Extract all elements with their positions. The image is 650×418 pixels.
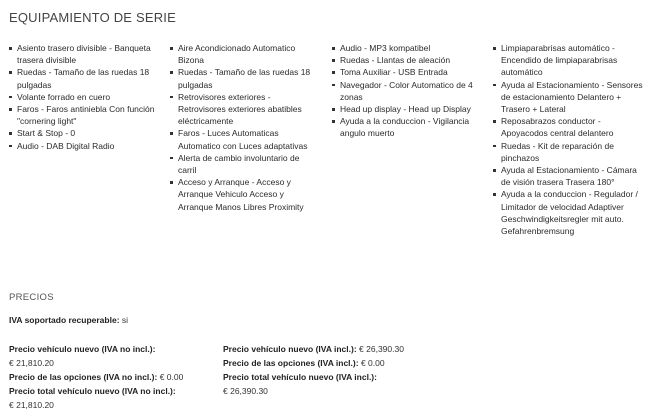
total-price-value: € 21,810.20 — [9, 400, 54, 410]
equipment-column-3 — [332, 42, 482, 140]
total-gross-price-label: Precio total vehículo nuevo (IVA incl.): — [223, 372, 377, 382]
equipment-item: Start & Stop - 0 — [9, 127, 161, 139]
equipment-column-1 — [9, 42, 161, 152]
options-price-label: Precio de las opciones (IVA no incl.): — [9, 372, 158, 382]
equipment-item: Audio - DAB Digital Radio — [9, 140, 161, 152]
prices-with-vat — [223, 342, 523, 398]
equipment-section-title: EQUIPAMIENTO DE SERIE — [9, 10, 176, 25]
equipment-item: Aire Acondicionado Automatico Bizona — [170, 42, 320, 66]
equipment-item: Retrovisores exteriores - Retrovisores exteriores abatibles eléctricamente — [170, 91, 320, 128]
equipment-item: Ruedas - Tamaño de las ruedas 18 pulgadas — [9, 66, 161, 90]
iva-recoverable-row — [9, 315, 128, 325]
equipment-item: Reposabrazos conductor - Apoyacodos central delantero — [493, 115, 643, 139]
gross-price-row — [223, 342, 523, 356]
equipment-item: Ayuda a la conduccion - Vigilancia angulo muerto — [332, 115, 482, 139]
equipment-item: Ayuda a la conduccion - Regulador / Limitador de velocidad Adaptiver Geschwindigkeitsregler mit auto. Gefahrenbremsung — [493, 188, 643, 237]
net-price-label: Precio vehículo nuevo (IVA no incl.): — [9, 344, 156, 354]
net-price-value: € 21,810.20 — [9, 358, 54, 368]
total-price-row — [9, 384, 209, 412]
equipment-item: Ruedas - Kit de reparación de pinchazos — [493, 140, 643, 164]
equipment-item: Ruedas - Tamaño de las ruedas 18 pulgadas — [170, 66, 320, 90]
net-price-row — [9, 342, 209, 370]
iva-recoverable-value: si — [121, 315, 129, 325]
total-gross-price-row — [223, 370, 523, 398]
equipment-item: Toma Auxiliar - USB Entrada — [332, 66, 482, 78]
equipment-item: Limpiaparabrisas automático - Encendido de limpiaparabrisas automático — [493, 42, 643, 79]
equipment-item: Faros - Faros antiniebla Con función "cornering light" — [9, 103, 161, 127]
equipment-column-4 — [493, 42, 643, 237]
equipment-item: Head up display - Head up Display — [332, 103, 482, 115]
equipment-item: Volante forrado en cuero — [9, 91, 161, 103]
prices-section-title: PRECIOS — [9, 292, 54, 303]
prices-without-vat — [9, 342, 209, 412]
equipment-item: Ayuda al Estacionamiento - Sensores de estacionamiento Delantero + Trasero + Lateral — [493, 79, 643, 116]
options-gross-price-row — [223, 356, 523, 370]
equipment-item: Navegador - Color Automatico de 4 zonas — [332, 79, 482, 103]
options-price-value: € 0.00 — [159, 372, 184, 382]
equipment-item: Ayuda al Estacionamiento - Cámara de visión trasera Trasera 180° — [493, 164, 643, 188]
total-price-label: Precio total vehículo nuevo (IVA no incl.): — [9, 386, 176, 396]
options-gross-price-value: € 0.00 — [360, 358, 385, 368]
gross-price-label: Precio vehículo nuevo (IVA incl.): — [223, 344, 357, 354]
equipment-item: Faros - Luces Automaticas Automatico con Luces adaptativas — [170, 127, 320, 151]
total-gross-price-value: € 26,390.30 — [223, 386, 268, 396]
options-gross-price-label: Precio de las opciones (IVA incl.): — [223, 358, 359, 368]
equipment-item: Ruedas - Llantas de aleación — [332, 54, 482, 66]
equipment-column-2 — [170, 42, 320, 213]
gross-price-value: € 26,390.30 — [359, 344, 404, 354]
equipment-item: Audio - MP3 kompatibel — [332, 42, 482, 54]
iva-recoverable-label: IVA soportado recuperable: — [9, 315, 120, 325]
options-price-row — [9, 370, 209, 384]
equipment-item: Acceso y Arranque - Acceso y Arranque Vehiculo Acceso y Arranque Manos Libres Proximity — [170, 176, 320, 213]
equipment-item: Asiento trasero divisible - Banqueta trasera divisible — [9, 42, 161, 66]
equipment-item: Alerta de cambio involuntario de carril — [170, 152, 320, 176]
